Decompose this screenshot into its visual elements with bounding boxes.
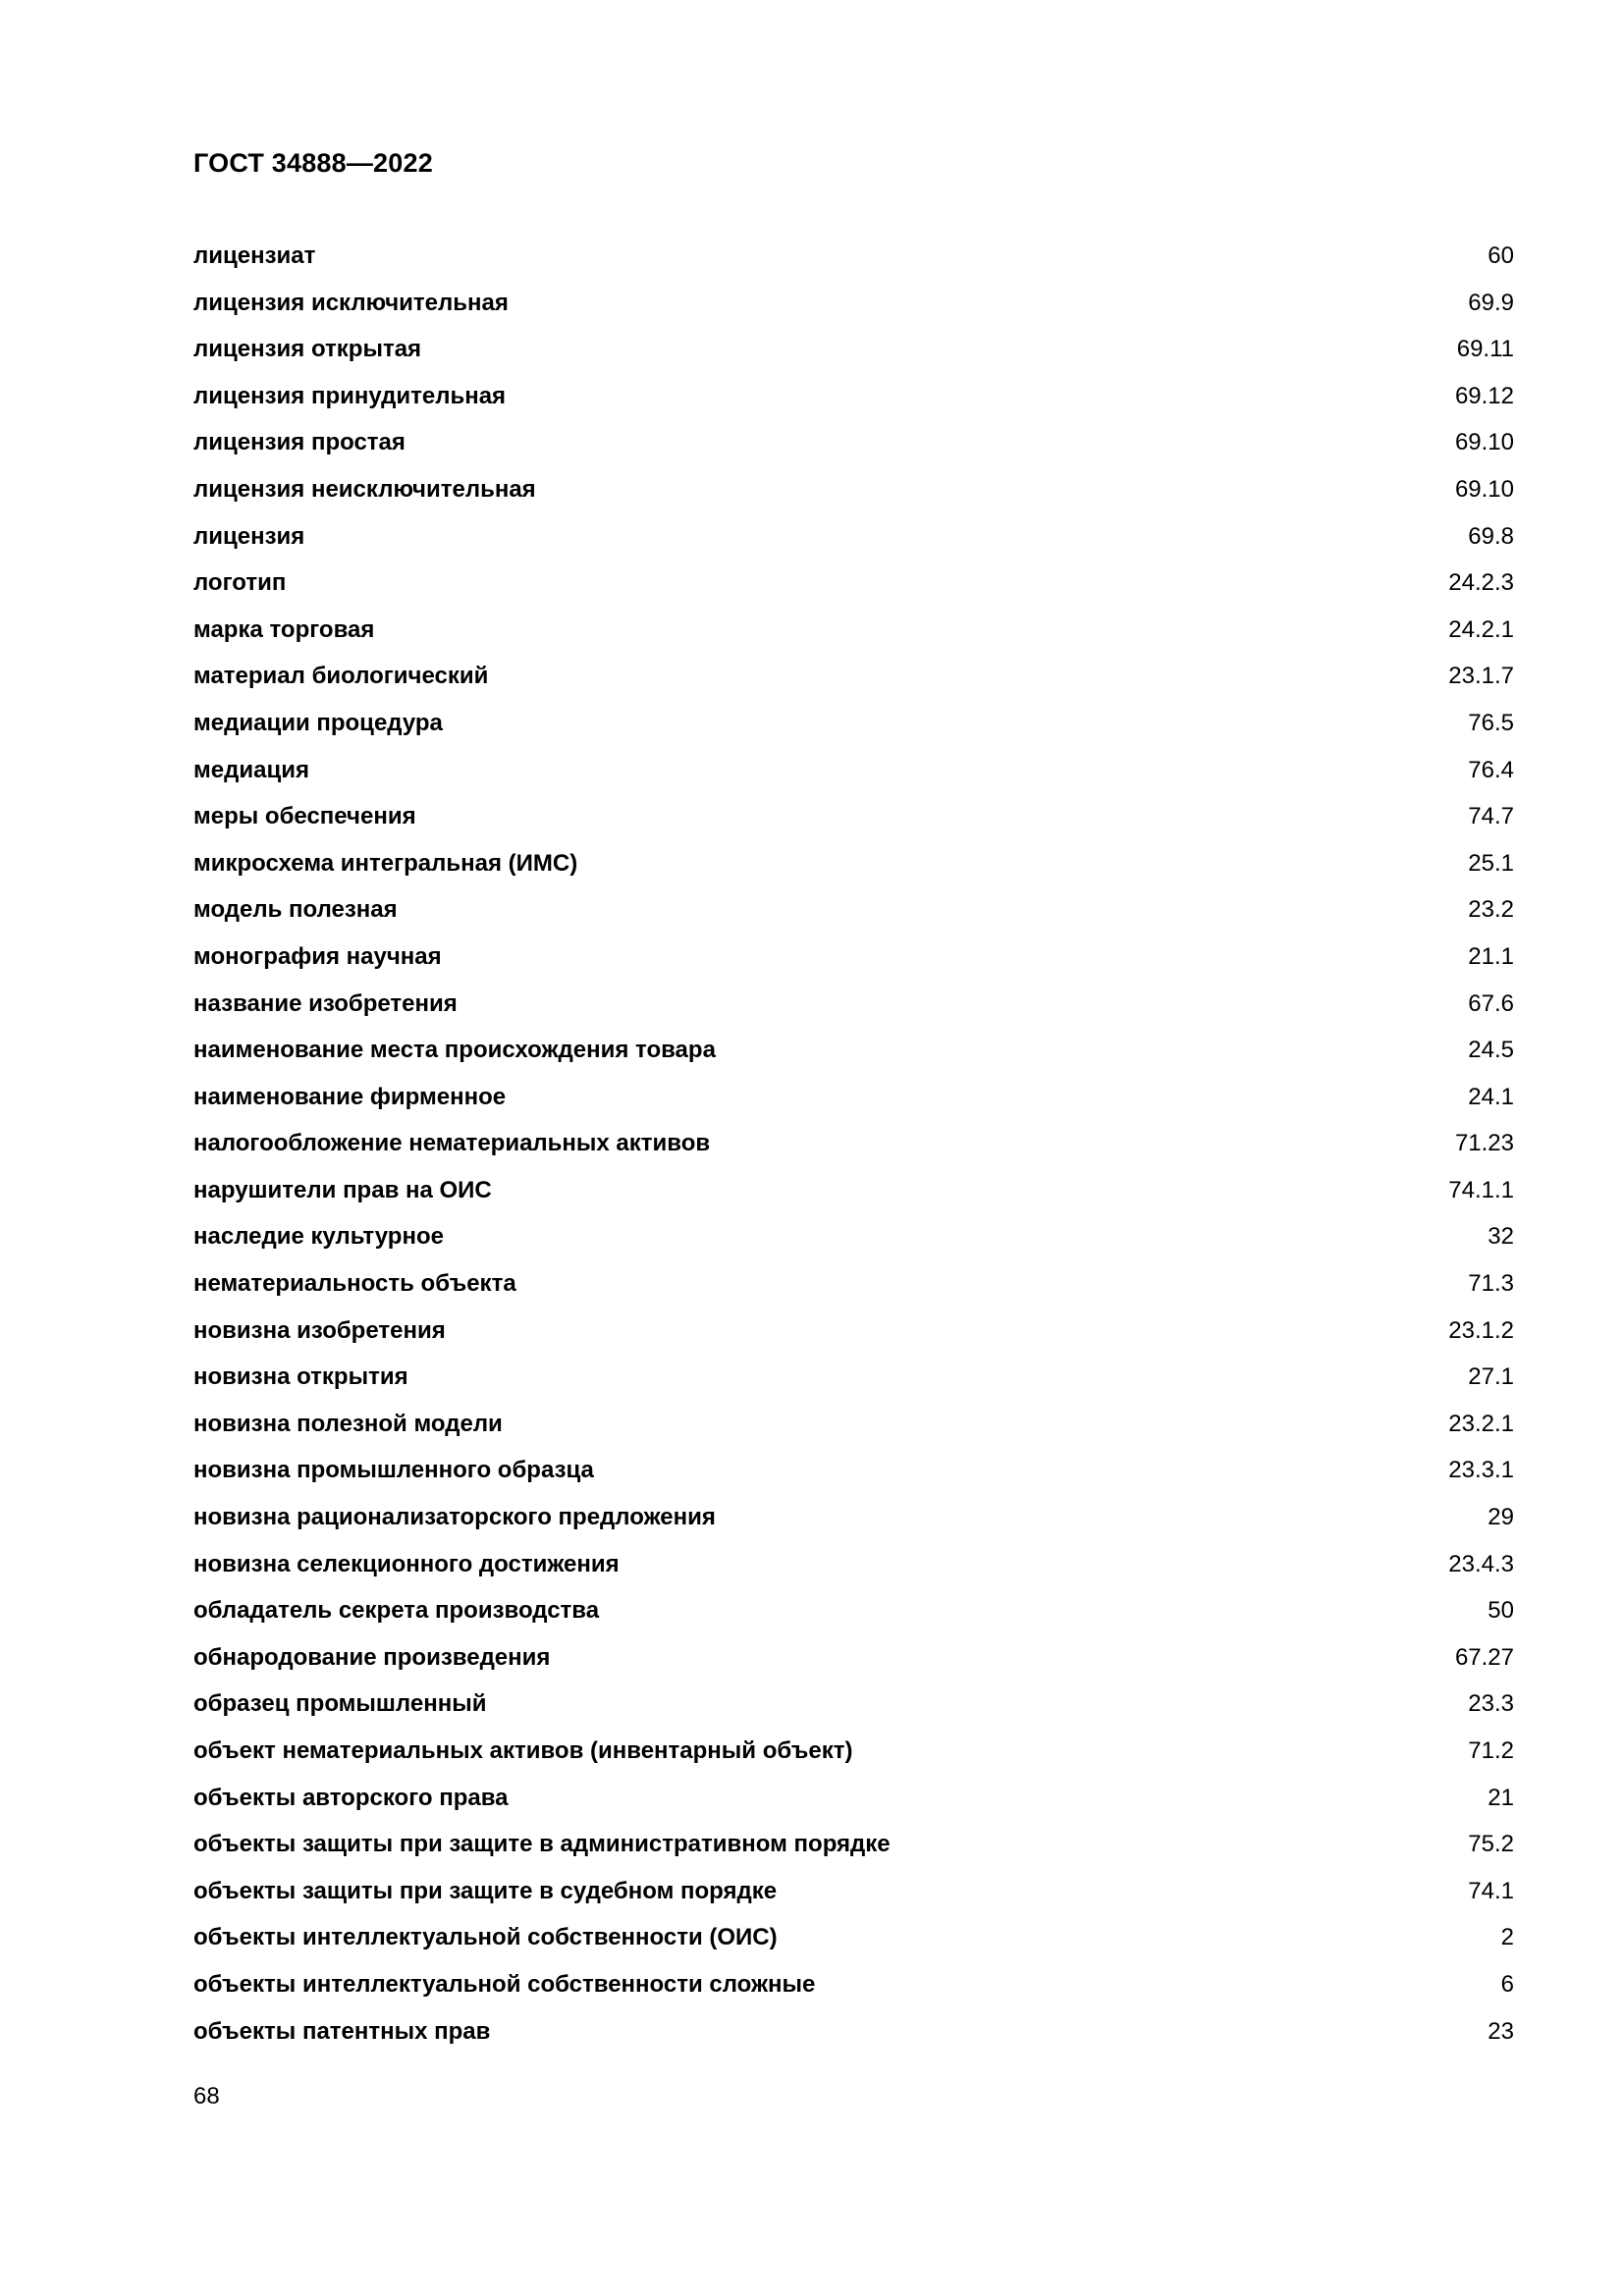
index-term: материал биологический bbox=[193, 663, 489, 690]
index-entry bbox=[193, 522, 1514, 569]
index-entry bbox=[193, 1970, 1514, 2017]
index-term: объекты интеллектуальной собственности сложные bbox=[193, 1970, 816, 1998]
index-term: медиация bbox=[193, 756, 309, 783]
index-reference: 6 bbox=[1500, 1970, 1514, 1998]
index-reference: 2 bbox=[1500, 1924, 1514, 1951]
index-reference: 74.1 bbox=[1468, 1877, 1514, 1904]
index-reference: 29 bbox=[1488, 1504, 1514, 1531]
index-reference: 69.10 bbox=[1454, 429, 1514, 456]
index-term: обладатель секрета производства bbox=[193, 1597, 600, 1625]
index-entry bbox=[193, 1643, 1514, 1690]
index-reference: 76.4 bbox=[1468, 756, 1514, 783]
index-term: наименование места происхождения товара bbox=[193, 1037, 716, 1064]
index-reference: 27.1 bbox=[1468, 1363, 1514, 1391]
index-reference: 23.2 bbox=[1468, 896, 1514, 924]
index-entry bbox=[193, 475, 1514, 522]
index-term: новизна рационализаторского предложения bbox=[193, 1504, 716, 1531]
index-term: лицензия простая bbox=[193, 429, 406, 456]
index-term: лицензиат bbox=[193, 242, 316, 269]
index-term: меры обеспечения bbox=[193, 803, 416, 830]
index-term: новизна полезной модели bbox=[193, 1410, 503, 1437]
index-reference: 60 bbox=[1488, 242, 1514, 269]
index-reference: 71.3 bbox=[1468, 1270, 1514, 1298]
index-entry bbox=[193, 289, 1514, 336]
index-entry bbox=[193, 428, 1514, 475]
index-entry bbox=[193, 989, 1514, 1037]
index-entry bbox=[193, 1222, 1514, 1269]
page-header-title: ГОСТ 34888—2022 bbox=[193, 148, 433, 178]
index-entry bbox=[193, 1596, 1514, 1643]
index-term: объект нематериальных активов (инвентарный объект) bbox=[193, 1737, 853, 1764]
index-reference: 24.2.3 bbox=[1448, 569, 1514, 597]
index-term: лицензия принудительная bbox=[193, 382, 507, 409]
index-entry bbox=[193, 895, 1514, 942]
index-reference: 24.1 bbox=[1468, 1083, 1514, 1110]
index-entry bbox=[193, 1176, 1514, 1223]
index-term: новизна селекционного достижения bbox=[193, 1550, 620, 1577]
index-entry bbox=[193, 942, 1514, 989]
index-entry bbox=[193, 615, 1514, 663]
index-term: лицензия неисключительная bbox=[193, 475, 536, 503]
index-reference: 23.1.7 bbox=[1448, 663, 1514, 690]
index-entry bbox=[193, 2017, 1514, 2064]
index-reference: 25.1 bbox=[1468, 849, 1514, 877]
index-reference: 74.7 bbox=[1468, 803, 1514, 830]
index-entry bbox=[193, 662, 1514, 709]
index-term: лицензия открытая bbox=[193, 336, 422, 363]
index-term: объекты патентных прав bbox=[193, 2017, 491, 2045]
index-term: объекты авторского права bbox=[193, 1784, 509, 1811]
index-entry bbox=[193, 1456, 1514, 1503]
index-reference: 24.5 bbox=[1468, 1037, 1514, 1064]
index-reference: 50 bbox=[1488, 1597, 1514, 1625]
index-entry bbox=[193, 1316, 1514, 1363]
index-entry bbox=[193, 1503, 1514, 1550]
index-term: название изобретения bbox=[193, 989, 458, 1017]
index-entry bbox=[193, 849, 1514, 896]
index-entry bbox=[193, 709, 1514, 756]
index-entry bbox=[193, 1410, 1514, 1457]
index-reference: 23 bbox=[1488, 2017, 1514, 2045]
index-term: нематериальность объекта bbox=[193, 1270, 516, 1298]
index-term: модель полезная bbox=[193, 896, 398, 924]
index-reference: 69.9 bbox=[1468, 289, 1514, 316]
index-reference: 74.1.1 bbox=[1448, 1176, 1514, 1203]
index-term: монография научная bbox=[193, 942, 442, 970]
index-reference: 24.2.1 bbox=[1448, 615, 1514, 643]
index-entry bbox=[193, 756, 1514, 803]
index-entry bbox=[193, 1362, 1514, 1410]
index-reference: 75.2 bbox=[1468, 1831, 1514, 1858]
index-reference: 32 bbox=[1488, 1223, 1514, 1251]
index-term: новизна открытия bbox=[193, 1363, 408, 1391]
index-entry bbox=[193, 1923, 1514, 1970]
index-term: новизна изобретения bbox=[193, 1316, 446, 1344]
index-reference: 23.1.2 bbox=[1448, 1316, 1514, 1344]
index-entry bbox=[193, 1550, 1514, 1597]
index-term: объекты защиты при защите в судебном порядке bbox=[193, 1877, 778, 1904]
index-reference: 23.3 bbox=[1468, 1690, 1514, 1718]
index-term: нарушители прав на ОИС bbox=[193, 1176, 492, 1203]
index-reference: 67.27 bbox=[1454, 1643, 1514, 1671]
index-entry bbox=[193, 1784, 1514, 1831]
index-entry bbox=[193, 1036, 1514, 1083]
index-reference: 67.6 bbox=[1468, 989, 1514, 1017]
index-reference: 23.2.1 bbox=[1448, 1410, 1514, 1437]
index-entry bbox=[193, 1830, 1514, 1877]
index-reference: 23.4.3 bbox=[1448, 1550, 1514, 1577]
index-term: наследие культурное bbox=[193, 1223, 444, 1251]
index-entry bbox=[193, 1877, 1514, 1924]
index-entry bbox=[193, 1129, 1514, 1176]
index-reference: 71.23 bbox=[1454, 1130, 1514, 1157]
index-term: лицензия bbox=[193, 522, 305, 550]
index-term: логотип bbox=[193, 569, 287, 597]
index-term: объекты интеллектуальной собственности (ОИС) bbox=[193, 1924, 778, 1951]
index-reference: 21.1 bbox=[1468, 942, 1514, 970]
index-term: налогообложение нематериальных активов bbox=[193, 1130, 711, 1157]
index-term: объекты защиты при защите в административном порядке bbox=[193, 1831, 891, 1858]
index-reference: 71.2 bbox=[1468, 1737, 1514, 1764]
index-entry bbox=[193, 1736, 1514, 1784]
index-entry bbox=[193, 802, 1514, 849]
index-term: лицензия исключительная bbox=[193, 289, 509, 316]
index-reference: 69.12 bbox=[1454, 382, 1514, 409]
index-term: наименование фирменное bbox=[193, 1083, 507, 1110]
index-entry bbox=[193, 335, 1514, 382]
index-reference: 69.10 bbox=[1454, 475, 1514, 503]
index-entry bbox=[193, 241, 1514, 289]
alphabetical-index bbox=[193, 241, 1514, 2063]
index-entry bbox=[193, 382, 1514, 429]
index-entry bbox=[193, 568, 1514, 615]
index-entry bbox=[193, 1083, 1514, 1130]
index-reference: 69.8 bbox=[1468, 522, 1514, 550]
index-term: марка торговая bbox=[193, 615, 375, 643]
index-term: образец промышленный bbox=[193, 1690, 487, 1718]
index-entry bbox=[193, 1689, 1514, 1736]
index-term: медиации процедура bbox=[193, 709, 443, 736]
index-reference: 21 bbox=[1488, 1784, 1514, 1811]
index-term: новизна промышленного образца bbox=[193, 1457, 594, 1484]
index-term: обнародование произведения bbox=[193, 1643, 551, 1671]
index-reference: 69.11 bbox=[1456, 336, 1514, 363]
index-reference: 23.3.1 bbox=[1448, 1457, 1514, 1484]
index-entry bbox=[193, 1269, 1514, 1316]
page-number: 68 bbox=[193, 2083, 220, 2109]
index-reference: 76.5 bbox=[1468, 709, 1514, 736]
index-term: микросхема интегральная (ИМС) bbox=[193, 849, 578, 877]
